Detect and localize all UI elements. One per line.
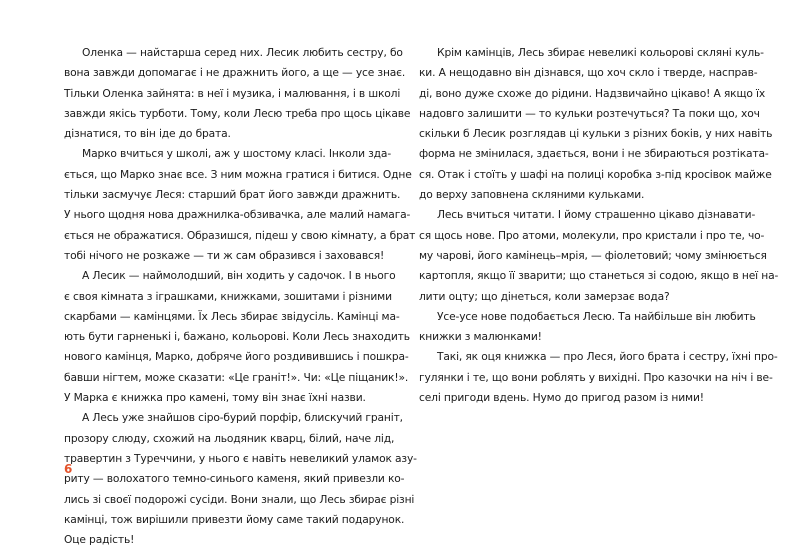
- page-number: 6: [64, 462, 73, 476]
- paragraph: [419, 205, 779, 306]
- text-line: ки. А нещодавно він дізнався, що хоч скло і тверде, насправ-: [419, 66, 758, 80]
- text-line: прозору слюду, схожий на льодяник кварц, білий, наче лід,: [64, 431, 395, 445]
- text-line: завжди якісь турботи. Тому, коли Лесю треба про щось цікаве: [64, 106, 411, 120]
- text-line: надовго залишити — то кульки розтечуться? Та поки що, хоч: [419, 106, 760, 120]
- text-line: книжки з малюнками!: [419, 330, 542, 344]
- text-line: Марко вчиться у школі, аж у шостому класі. Інколи зда-: [82, 147, 392, 161]
- text-line: скільки б Лесик розглядав ці кульки з різних боків, у них навіть: [419, 127, 773, 141]
- paragraph: [419, 347, 778, 408]
- text-line: картопля, якщо її зварити; що станеться зі содою, якщо в неї на-: [419, 269, 779, 283]
- text-line: А Лесь уже знайшов сіро-бурий порфір, блискучий граніт,: [82, 411, 403, 425]
- text-line: форма не змінилася, здається, вони і не збираються розтіката-: [419, 147, 769, 161]
- text-line: ється, що Марко знає все. З ним можна гратися і битися. Одне: [64, 167, 412, 181]
- text-line: А Лесик — наймолодший, він ходить у садочок. І в нього: [82, 269, 396, 283]
- text-line: лись зі своєї подорожі сусіди. Вони знали, що Лесь збирає різні: [64, 492, 415, 506]
- text-line: до верху заповнена скляними кульками.: [419, 188, 645, 202]
- paragraph: [64, 144, 416, 266]
- text-line: дізнатися, то він іде до брата.: [64, 127, 231, 141]
- text-line: У нього щодня нова дражнилка-обзивачка, але малий намага-: [64, 208, 411, 222]
- text-line: ється не ображатися. Образишся, підеш у свою кімнату, а брат: [64, 228, 416, 242]
- text-line: ся. Отак і стоїть у шафі на полиці коробка з-під кросівок майже: [419, 167, 772, 181]
- text-line: Такі, як оця книжка — про Леся, його брата і сестру, їхні про-: [437, 350, 778, 364]
- text-line: Лесь вчиться читати. І йому страшенно цікаво дізнавати-: [437, 208, 756, 222]
- text-line: скарбами — камінцями. Їх Лесь збирає звідусіль. Камінці ма-: [64, 309, 400, 323]
- text-line: риту — волохатого темно-синього каменя, який привезли ко-: [64, 472, 405, 486]
- text-line: ся щось нове. Про атоми, молекули, про кристали і про те, чо-: [419, 228, 765, 242]
- text-line: камінці, тож вирішили привезти йому саме такий подарунок.: [64, 512, 405, 526]
- paragraph: [64, 266, 410, 408]
- left-column: [64, 43, 417, 550]
- text-line: Оце радість!: [64, 533, 135, 547]
- text-line: травертин з Туреччини, у нього є навіть невеликий уламок азу-: [64, 451, 417, 465]
- text-line: бавши нігтем, може сказати: «Це граніт!». Чи: «Це піщаник!».: [64, 370, 409, 384]
- text-line: Крім камінців, Лесь збирає невеликі кольорові скляні куль-: [437, 46, 764, 59]
- text-line: нового камінця, Марко, добряче його роздивившись і пошкра-: [64, 350, 409, 364]
- text-line: У Марка є книжка про камені, тому він знає їхні назви.: [64, 391, 366, 405]
- text-line: лити оцту; що дінеться, коли замерзає вода?: [419, 289, 670, 303]
- text-line: Оленка — найстарша серед них. Лесик любить сестру, бо: [82, 46, 403, 59]
- text-line: гулянки і те, що вони роблять у вихідні. Про казочки на ніч і ве-: [419, 370, 773, 384]
- text-line: Тільки Оленка зайнята: в неї і музика, і малювання, і в школі: [64, 86, 401, 100]
- paragraph: [419, 43, 773, 205]
- text-line: ють бути гарненькі і, бажано, кольорові. Коли Лесь знаходить: [64, 330, 410, 344]
- text-line: ді, воно дуже схоже до рідини. Надзвичайно цікаво! А якщо їх: [419, 86, 766, 100]
- right-column: [419, 43, 779, 408]
- text-line: му чарові, його камінець–мрія, — фіолетовий; чому змінюється: [419, 248, 767, 262]
- text-line: вона завжди допомагає і не дражнить його, а ще — усе знає.: [64, 66, 406, 80]
- text-line: селі пригоди вдень. Нумо до пригод разом із ними!: [419, 391, 704, 405]
- text-line: тобі нічого не розкаже — ти ж сам образився і заховався!: [64, 248, 385, 262]
- text-line: тільки засмучує Леся: старший брат його завжди дражнить.: [64, 188, 401, 202]
- paragraph: [64, 43, 411, 144]
- text-line: є своя кімната з іграшками, книжками, зошитами і різними: [64, 289, 392, 303]
- paragraph: [64, 408, 417, 550]
- paragraph: [419, 307, 756, 348]
- text-line: Усе-усе нове подобається Лесю. Та найбільше він любить: [437, 309, 756, 323]
